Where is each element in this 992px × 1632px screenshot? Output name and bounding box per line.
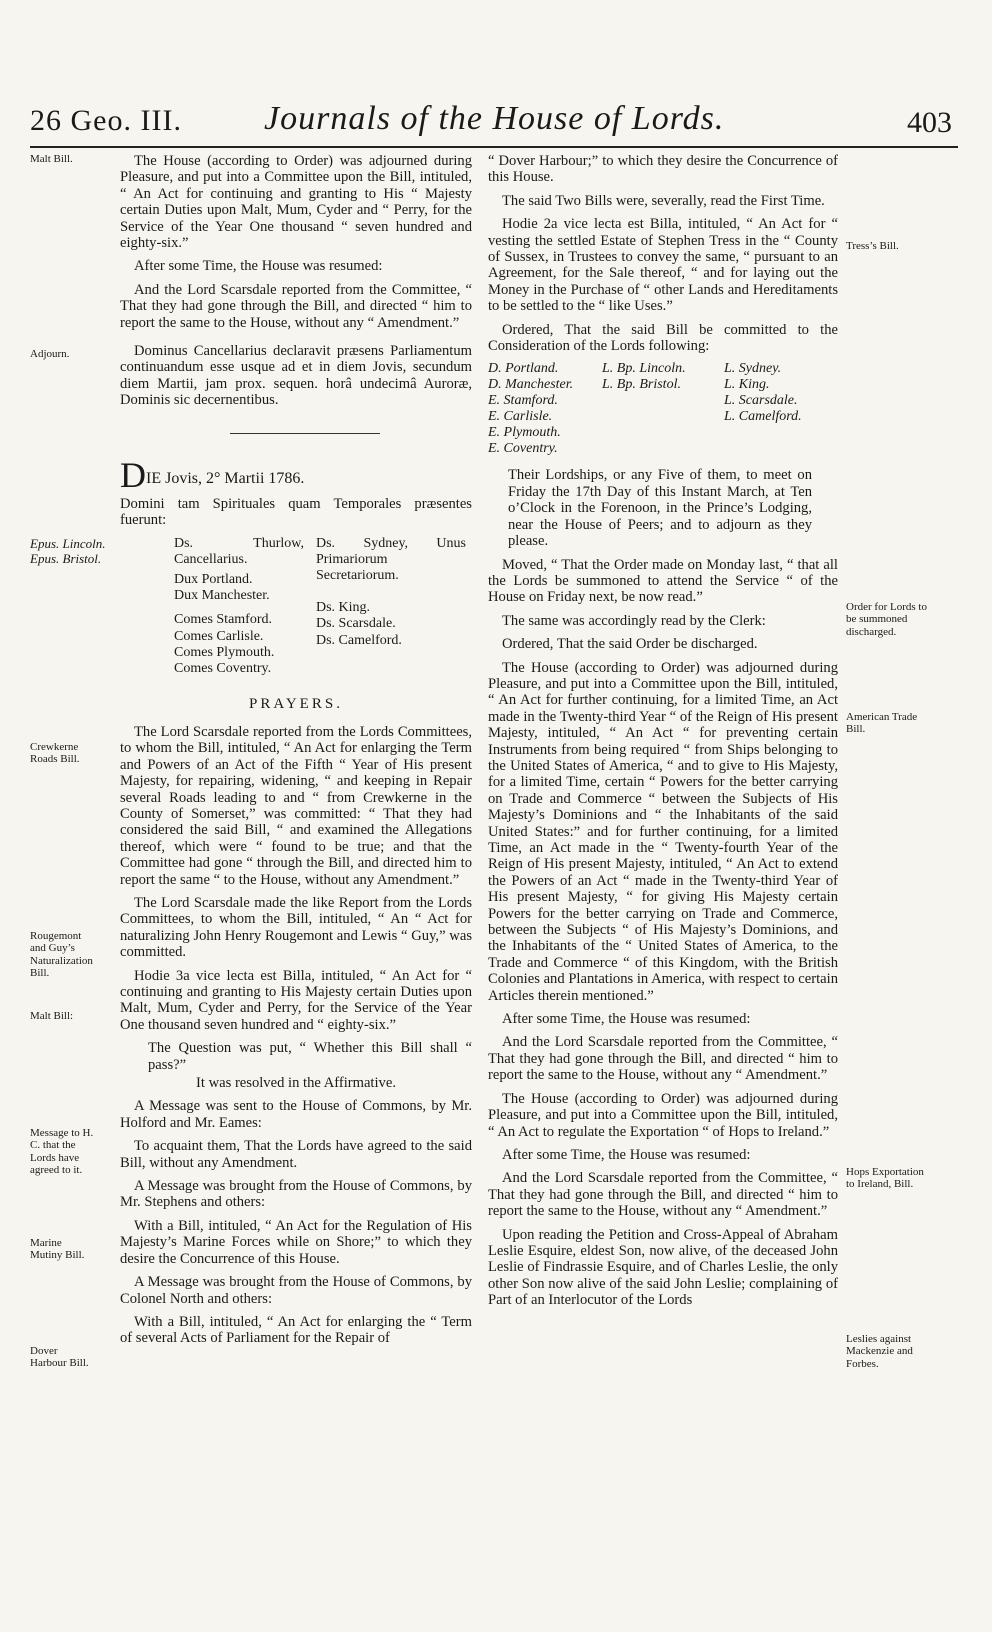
- journal-title: Journals of the House of Lords.: [264, 100, 725, 137]
- dover-bill-para: With a Bill, intituled, “ An Act for enlarging the “ Term of several Acts of Parliament for the Repair of: [120, 1313, 472, 1347]
- header-rule: [30, 146, 958, 148]
- hops-para: The House (according to Order) was adjourned during Pleasure, and put into a Committee upon the Bill, intituled, “ An Act to regulate the Exportation “ of Hops to Ireland.”: [488, 1090, 838, 1140]
- heading-initial: D: [120, 454, 146, 495]
- present-right-list: [316, 536, 466, 649]
- bishop-lincoln: Epus. Lincoln.: [30, 535, 106, 551]
- read-clerk-para: The same was accordingly read by the Clerk:: [502, 612, 766, 629]
- marine-bill-para: With a Bill, intituled, “ An Act for the Regulation of His Majesty’s Marine Forces while on Shore;” to which they desire the Concurrence of this House.: [120, 1217, 472, 1267]
- margin-note-rougemont: Rougemont and Guy’s Naturalization Bill.: [30, 930, 93, 980]
- lords-present: [30, 535, 472, 688]
- margin-note-message-hc: Message to H. C. that the Lords have agreed to it.: [30, 1127, 94, 1177]
- present-king: Ds. King.: [316, 600, 371, 616]
- present-camelford: Ds. Camelford.: [316, 632, 402, 648]
- marine-message-para: A Message was brought from the House of Commons, by Mr. Stephens and others:: [120, 1178, 472, 1211]
- present-manchester: Dux Manchester.: [174, 588, 270, 604]
- acquaint-para: To acquaint them, That the Lords have agreed to the said Bill, without any Amendment.: [120, 1138, 472, 1171]
- margin-note-marine: Marine Mutiny Bill.: [30, 1237, 85, 1262]
- report-para-2: And the Lord Scarsdale reported from the Committee, “ That they had gone through the Bill, and directed “ him to report the same to the House, without any “ Amendment.”: [488, 1034, 838, 1084]
- reign-label: 26 Geo. III.: [30, 104, 182, 137]
- margin-note-adjourn: Adjourn.: [30, 348, 70, 360]
- present-middle-list: [174, 536, 304, 678]
- present-carlisle: Comes Carlisle.: [174, 628, 264, 644]
- committee-col-3: [724, 361, 802, 457]
- margin-note-dover: Dover Harbour Bill.: [30, 1345, 89, 1370]
- discharged-para: Ordered, That the said Order be discharged.: [502, 636, 758, 653]
- resumed-para-3: After some Time, the House was resumed:: [502, 1146, 751, 1163]
- present-plymouth: Comes Plymouth.: [174, 644, 275, 660]
- rougemont-para: The Lord Scarsdale made the like Report from the Lords Committees, to whom the Bill, intituled, “ An “ Act for naturalizing John Henry Rougemont and Lewis “ Guy,” was committed.: [120, 894, 472, 961]
- message-hc-para: A Message was sent to the House of Commons, by Mr. Holford and Mr. Eames:: [120, 1098, 472, 1131]
- bishop-bristol: Epus. Bristol.: [30, 550, 102, 566]
- committee-lords: [488, 361, 838, 457]
- right-column: [488, 153, 838, 1316]
- committee-col-2: [602, 361, 706, 457]
- meet-para: Their Lordships, or any Five of them, to meet on Friday the 17th Day of this Instant March, at Ten o’Clock in the Forenoon, in the Prince’s Lodging, near the House of Peers; and to adjourn as they please.: [508, 467, 812, 550]
- crewkerne-para: The Lord Scarsdale reported from the Lords Committees, to whom the Bill, intituled, “ An Act for enlarging the Term and Powers of an Act of the Fifth “ Year of His present Majesty, for repairing, widening, “ and keeping in Repair several Roads leading to and “ from Crewkerne in the County of Somerset,” was committed: “ That they had considered the said Bill, “ and examined the Allegations thereof, which were “ found to be true; and that the Committee had gone “ through the Bill, and directed him to report the same “ to the House, without any Amendment.”: [120, 723, 472, 888]
- committee-camelford: L. Camelford.: [724, 409, 802, 425]
- margin-note-malt-bill: Malt Bill.: [30, 153, 73, 165]
- sitting-heading: [120, 454, 472, 495]
- resolved-para: It was resolved in the Affirmative.: [196, 1075, 396, 1092]
- domini-line: Domini tam Spirituales quam Temporales præsentes fuerunt:: [120, 495, 472, 529]
- section-divider: [230, 433, 380, 434]
- heading-text: IE Jovis, 2° Martii 1786.: [146, 469, 305, 487]
- margin-note-crewkerne: Crewkerne Roads Bill.: [30, 741, 80, 766]
- margin-note-tress: Tress’s Bill.: [846, 240, 899, 252]
- committee-lincoln: L. Bp. Lincoln.: [602, 361, 686, 377]
- prayers-heading: PRAYERS.: [249, 695, 343, 712]
- leslie-para: Upon reading the Petition and Cross-Appeal of Abraham Leslie Esquire, eldest Son, now alive, of the deceased John Leslie of Findrassie Esquire, and of Charles Leslie, the only other Son now alive of the said John Leslie; complaining of Part of an Interlocutor of the Lords: [488, 1226, 838, 1309]
- margin-note-american-trade: American Trade Bill.: [846, 711, 918, 736]
- present-stamford: Comes Stamford.: [174, 612, 272, 628]
- margin-note-leslies: Leslies against Mackenzie and Forbes.: [846, 1333, 913, 1370]
- dover-cont-para: “ Dover Harbour;” to which they desire the Concurrence of this House.: [488, 153, 838, 186]
- bishops-list: [30, 536, 105, 566]
- present-thurlow: Ds. Thurlow, Cancellarius.: [174, 535, 304, 567]
- question-para: The Question was put, “ Whether this Bill shall “ pass?”: [148, 1040, 472, 1073]
- malt-third-reading-para: Hodie 3a vice lecta est Billa, intituled, “ An Act for “ continuing and granting to His Majesty certain Duties upon Malt, Mum, Cyder and Perry, for the Service of the Year One thousand seven hundred and “ eighty-six.”: [120, 967, 472, 1033]
- ordered-commit-para: Ordered, That the said Bill be committed to the Consideration of the Lords following:: [488, 321, 838, 355]
- present-sydney: Ds. Sydney, Unus Primariorum Secretariorum.: [316, 535, 466, 583]
- resumed-para-2: After some Time, the House was resumed:: [502, 1011, 751, 1028]
- present-coventry: Comes Coventry.: [174, 660, 272, 676]
- page-number: 403: [907, 106, 952, 139]
- margin-note-order-discharged: Order for Lords to be summoned discharged.: [846, 601, 927, 638]
- american-trade-para: The House (according to Order) was adjourned during Pleasure, and put into a Committee upon the Bill, intituled, “ An Act for further continuing, for a limited Time, an Act made in the Twenty-third Year “ of the Reign of His present Majesty, intituled, “ An Act “ for preventing certain Instruments from being required “ from Ships belonging to the United States of America, “ and to give to His Majesty, for a limited Time, certain “ Powers for the better carrying on Trade and Commerce “ between the Subjects of His Majesty’s Dominions and “ the Inhabitants of the said United States:” and for further continuing, for a limited Time, an Act made in the “ Twenty-fourth Year of the Reign of His present Majesty, intituled, “ An Act to extend the Powers of an Act “ made in the Twenty-third Year of His present Majesty, “ for giving His Majesty certain Powers for the better carrying on Trade and Commerce, between the Subjects “ of His Majesty’s Dominions, and the Inhabitants of the “ United States of America, to the Trade and Commerce “ of this Kingdom, with the British Colonies and Plantations in America, with respect to certain Articles therein mentioned.”: [488, 659, 838, 1004]
- malt-committee-para: The House (according to Order) was adjourned during Pleasure, and put into a Committee upon the Bill, intituled, “ An Act for continuing and granting to His “ Majesty certain Duties upon Malt, Mum, Cyder and “ Perry, for the Service of the Year One thousand “ seven hundred and eighty-six.”: [120, 153, 472, 252]
- report-para-3: And the Lord Scarsdale reported from the Committee, “ That they had gone through the Bill, and directed “ him to report the same to the House, without any “ Amendment.”: [488, 1170, 838, 1220]
- present-portland: Dux Portland.: [174, 571, 253, 587]
- committee-manchester: D. Manchester.: [488, 377, 574, 393]
- tress-para: Hodie 2a vice lecta est Billa, intituled, “ An Act for “ vesting the settled Estate of Stephen Tress in the “ County of Sussex, in Trustees to convey the same, “ pursuant to an Agreement, for the Sale thereof, “ and for laying out the Money in the Purchase of “ other Lands and Hereditaments to be settled to the “ like Uses.”: [488, 216, 838, 315]
- margin-note-malt-bill-2: Malt Bill:: [30, 1010, 74, 1022]
- first-time-para: The said Two Bills were, severally, read the First Time.: [502, 192, 825, 209]
- committee-col-1: [488, 361, 584, 457]
- page-header: [0, 96, 992, 142]
- committee-carlisle: E. Carlisle.: [488, 409, 553, 425]
- committee-plymouth: E. Plymouth.: [488, 425, 561, 441]
- resumed-para-1: After some Time, the House was resumed:: [134, 258, 383, 275]
- committee-coventry: E. Coventry.: [488, 441, 558, 457]
- dover-message-para: A Message was brought from the House of Commons, by Colonel North and others:: [120, 1274, 472, 1307]
- committee-scarsdale: L. Scarsdale.: [724, 393, 798, 409]
- present-scarsdale: Ds. Scarsdale.: [316, 616, 396, 632]
- adjourn-para: Dominus Cancellarius declaravit præsens Parliamentum continuandum esse usque ad et in diem Jovis, secundum diem Martii, jam prox. sequen. horâ undecimâ Auroræ, Dominis sic decernentibus.: [120, 343, 472, 409]
- report-para-1: And the Lord Scarsdale reported from the Committee, “ That they had gone through the Bill, and directed “ him to report the same to the House, without any “ Amendment.”: [120, 281, 472, 331]
- margin-note-hops: Hops Exportation to Ireland, Bill.: [846, 1166, 924, 1191]
- committee-bristol: L. Bp. Bristol.: [602, 377, 681, 393]
- committee-sydney: L. Sydney.: [724, 361, 782, 377]
- committee-king: L. King.: [724, 377, 770, 393]
- moved-para: Moved, “ That the Order made on Monday last, “ that all the Lords be summoned to attend the Service “ of the House on Friday next, be now read.”: [488, 556, 838, 606]
- committee-stamford: E. Stamford.: [488, 393, 558, 409]
- committee-portland: D. Portland.: [488, 361, 559, 377]
